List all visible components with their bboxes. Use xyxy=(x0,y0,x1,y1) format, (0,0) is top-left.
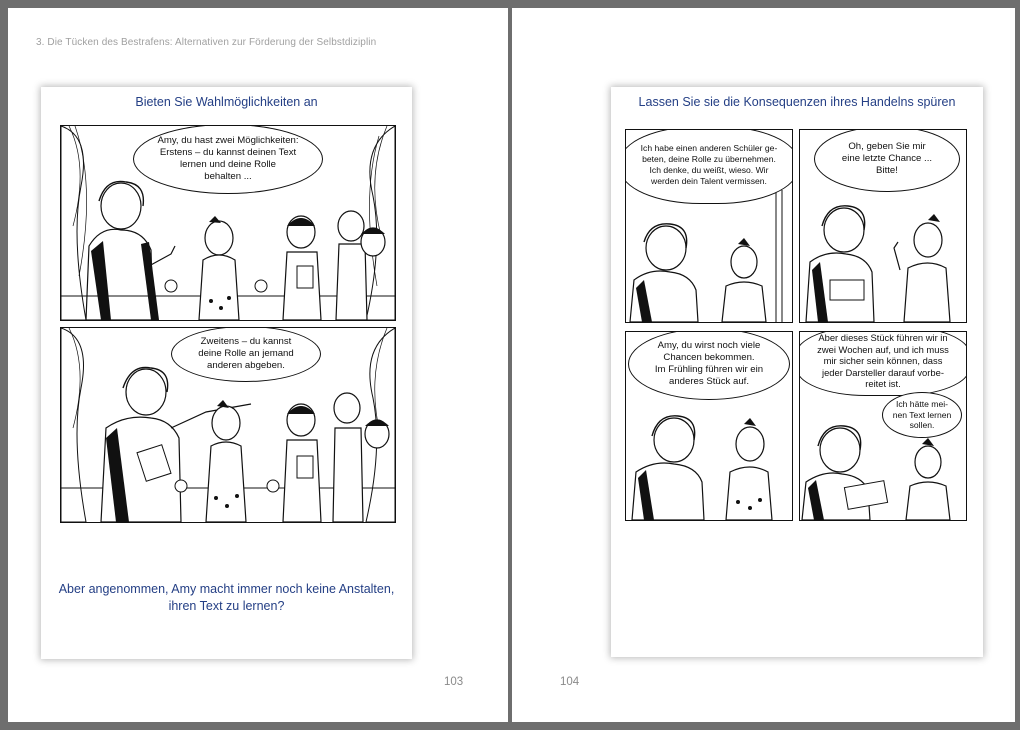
page-number: 103 xyxy=(444,676,464,688)
comic-panel-1 xyxy=(60,125,396,321)
speech-bubble: Zweitens – du kannst deine Rolle an jemand anderen abgeben. xyxy=(171,327,321,382)
comic-card-right xyxy=(611,87,983,657)
comic-panel-2 xyxy=(799,129,967,323)
speech-bubble: Oh, geben Sie mir eine letzte Chance ... Bitte! xyxy=(814,129,960,192)
speech-bubble: Ich habe einen anderen Schüler ge- beten, deine Rolle zu übernehmen. Ich denke, du weißt, wieso. Wir werden dein Talent vermissen. xyxy=(625,129,793,204)
caption-question: Aber angenommen, Amy macht immer noch keine Anstalten, ihren Text zu lernen? xyxy=(58,582,395,613)
comic-panel-1 xyxy=(625,129,793,323)
page-number: 104 xyxy=(560,676,580,688)
speech-bubble-small: Ich hätte mei- nen Text lernen sollen. xyxy=(882,392,962,438)
left-page xyxy=(8,8,508,722)
right-page xyxy=(512,8,1015,722)
card-title-right: Lassen Sie sie die Konsequenzen ihres Handelns spüren xyxy=(638,95,956,109)
speech-bubble: Amy, du wirst noch viele Chancen bekommen. Im Frühling führen wir ein anderes Stück auf. xyxy=(628,331,790,400)
running-head: 3. Die Tücken des Bestrafens: Alternativen zur Förderung der Selbstdiziplin xyxy=(36,37,377,48)
speech-bubble: Amy, du hast zwei Möglichkeiten: Erstens – du kannst deinen Text lernen und deine Rolle behalten ... xyxy=(133,125,323,194)
comic-card-left xyxy=(41,87,412,659)
comic-panel-4 xyxy=(799,331,967,521)
card-title-left: Bieten Sie Wahlmöglichkeiten an xyxy=(135,95,318,109)
comic-panel-2 xyxy=(60,327,396,523)
comic-panel-3 xyxy=(625,331,793,521)
speech-bubble: Aber dieses Stück führen wir in zwei Wochen auf, und ich muss mir sicher sein können, dass jeder Darsteller darauf vorbe- reitet ist. xyxy=(799,331,967,396)
